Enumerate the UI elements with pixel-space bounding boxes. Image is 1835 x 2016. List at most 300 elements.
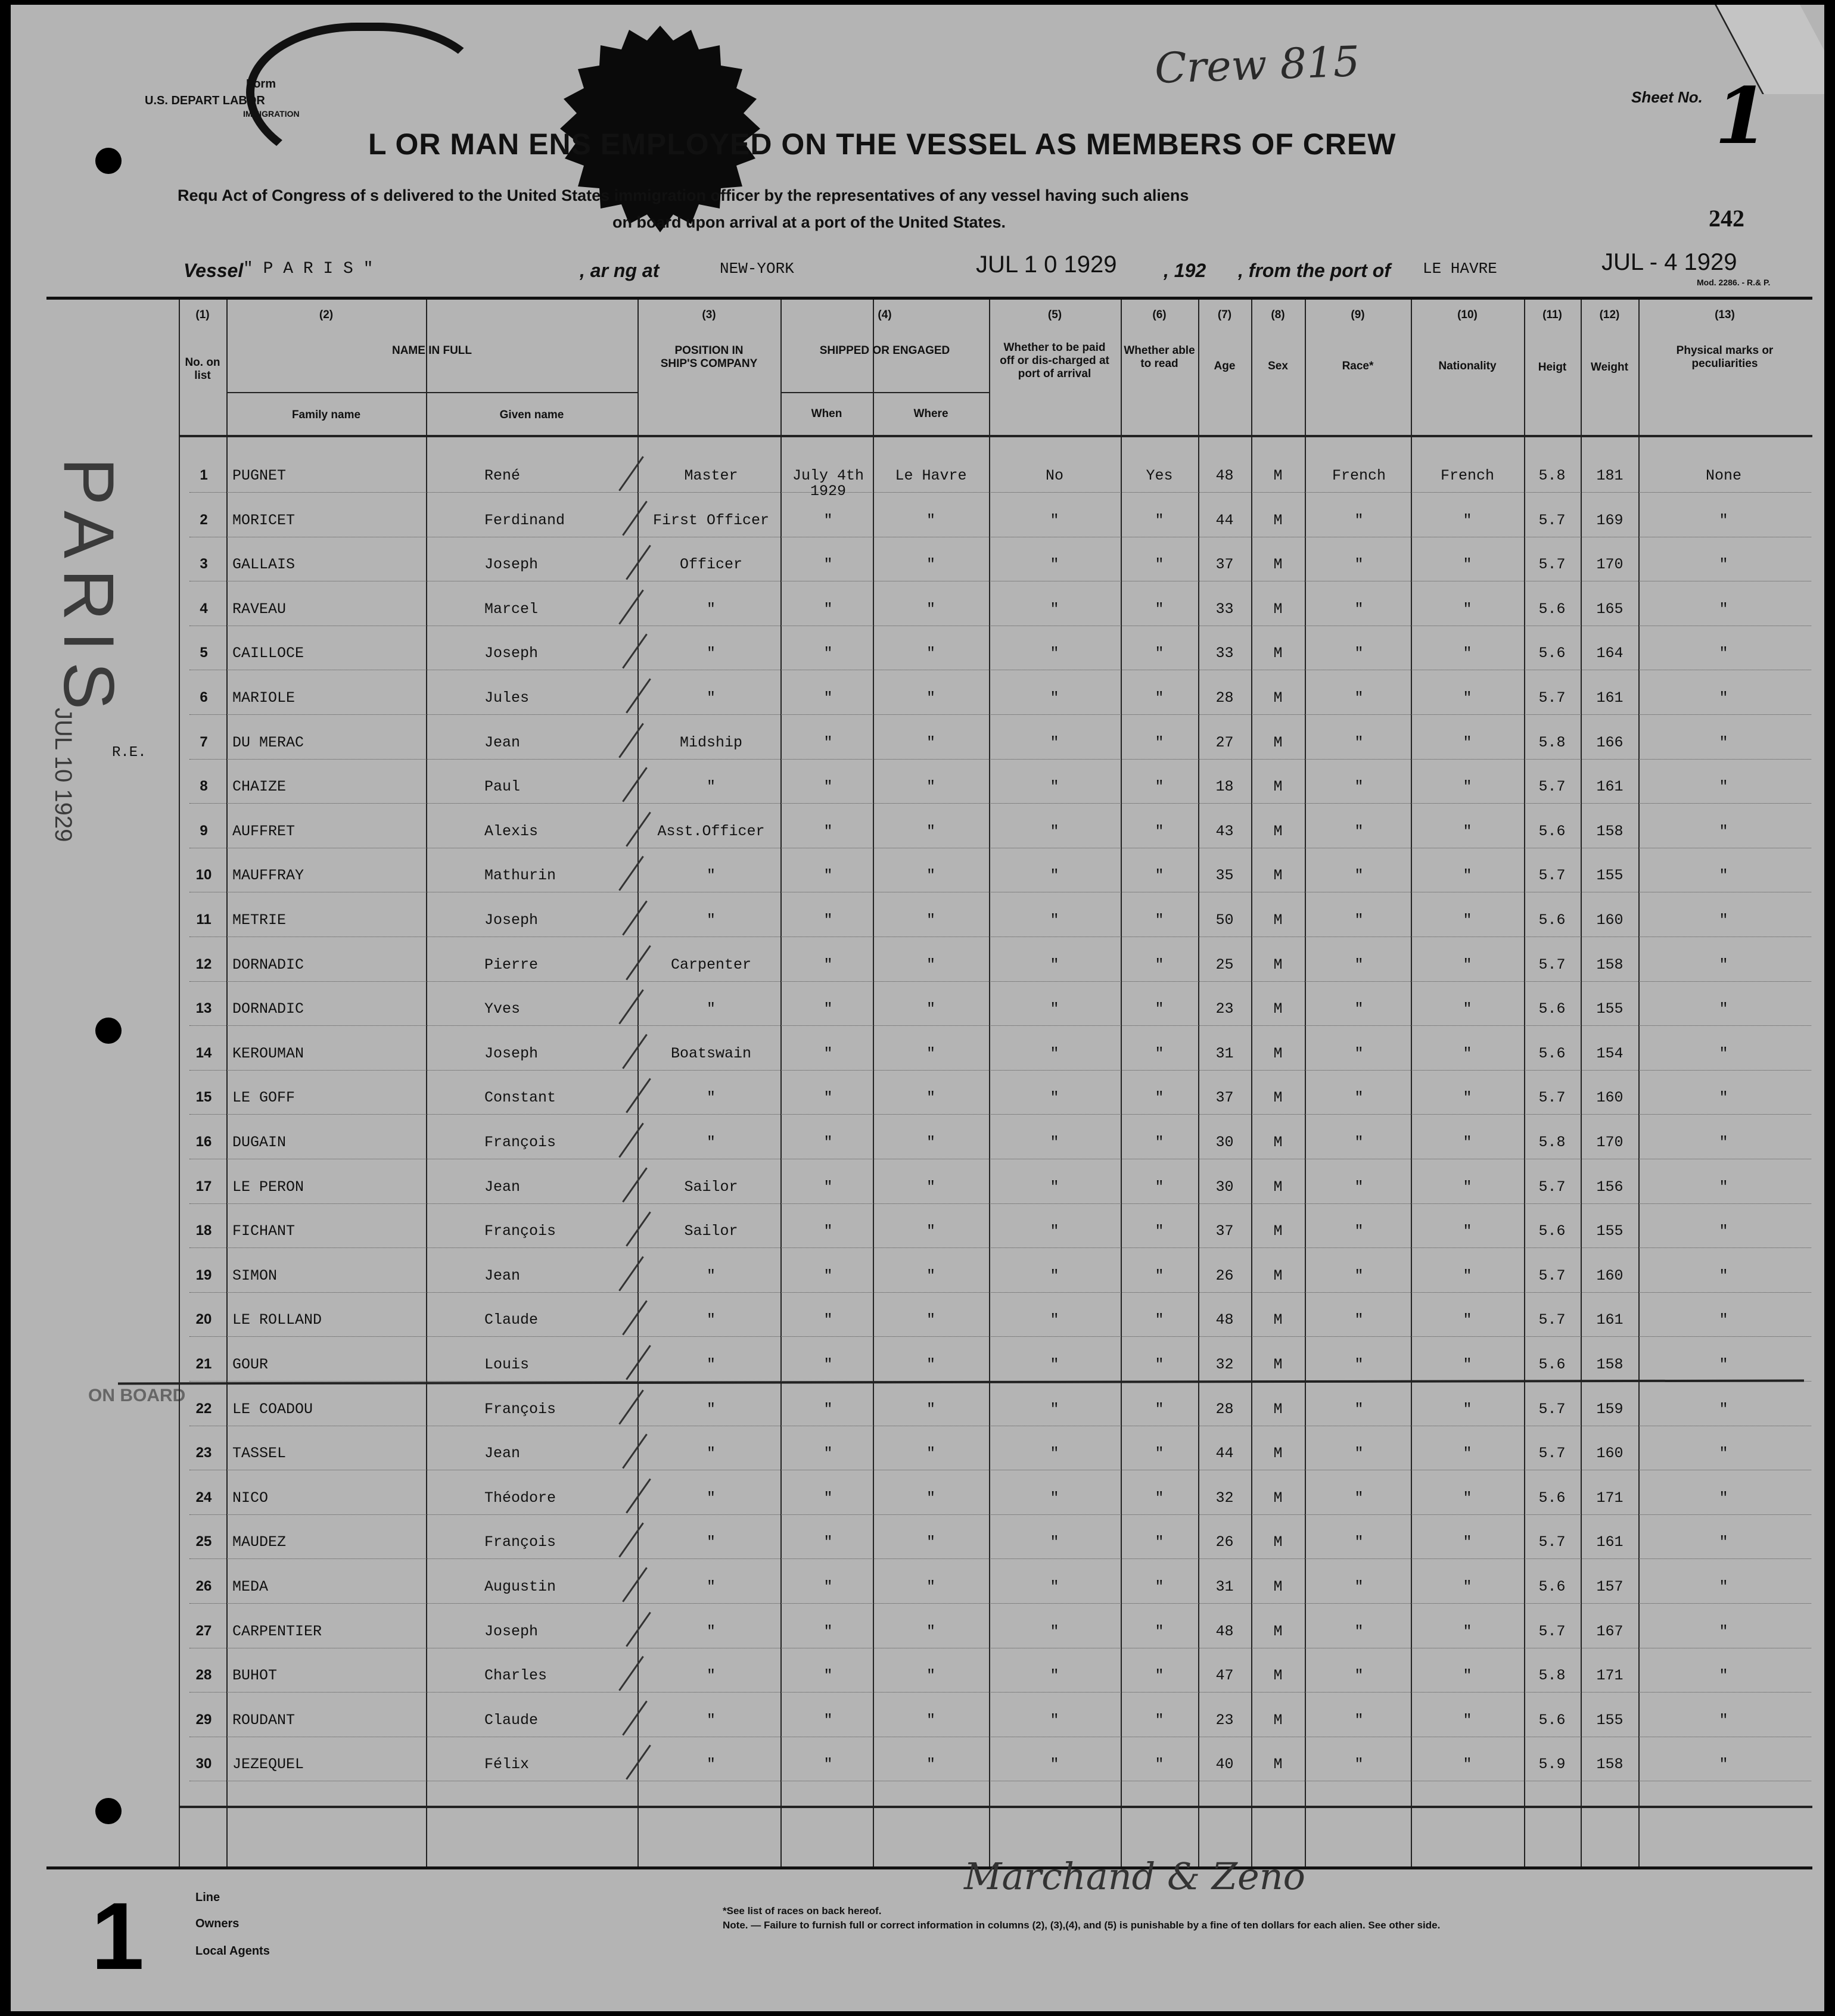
cell-race: ": [1354, 1356, 1364, 1373]
cell-shipped-where: ": [926, 600, 935, 618]
cell-position: ": [706, 1134, 716, 1151]
form-subtitle-line1: Requ Act of Congress of s delivered to the United States immigration officer by the representatives of any vessel having such aliens: [178, 186, 1189, 204]
cell-able-to-read: ": [1155, 600, 1164, 618]
cell-weight: 160: [1596, 1089, 1623, 1107]
cell-weight: 154: [1596, 1044, 1623, 1062]
cell-race: ": [1354, 867, 1364, 885]
cell-age: 23: [1215, 1711, 1234, 1729]
cell-paid-off: ": [1050, 1622, 1059, 1640]
cell-shipped-where: ": [926, 822, 935, 840]
cell-age: 27: [1215, 733, 1234, 751]
cell-position: ": [706, 778, 716, 796]
cell-physical-marks: ": [1719, 1044, 1728, 1062]
cell-physical-marks: ": [1719, 1445, 1728, 1463]
cell-sex: M: [1273, 1622, 1283, 1640]
cell-nationality: ": [1463, 822, 1472, 840]
cell-shipped-where: ": [926, 867, 935, 885]
cell-able-to-read: ": [1155, 1756, 1164, 1774]
cell-able-to-read: ": [1155, 1134, 1164, 1151]
cell-position: Midship: [679, 733, 743, 751]
cell-sex: M: [1273, 467, 1283, 484]
cell-position: Master: [684, 467, 738, 484]
col11-label: Heigt: [1538, 361, 1567, 374]
cell-position: ": [706, 1533, 716, 1551]
cell-shipped-when: ": [823, 556, 833, 574]
cell-nationality: ": [1463, 1667, 1472, 1685]
cell-able-to-read: ": [1155, 1445, 1164, 1463]
cell-given-name: Yves: [484, 1000, 521, 1018]
cell-given-name: François: [484, 1222, 556, 1240]
from-port-label: , from the port of: [1238, 260, 1391, 281]
cell-sex: M: [1273, 1267, 1283, 1284]
cell-age: 26: [1215, 1533, 1234, 1551]
cell-physical-marks: ": [1719, 1578, 1728, 1595]
cell-sex: M: [1273, 1711, 1283, 1729]
col3-num: (3): [702, 309, 716, 321]
cell-physical-marks: ": [1719, 600, 1728, 618]
cell-shipped-when: ": [823, 956, 833, 973]
cell-weight: 160: [1596, 911, 1623, 929]
cell-weight: 161: [1596, 1311, 1623, 1329]
cell-shipped-where: ": [926, 1711, 935, 1729]
cell-paid-off: ": [1050, 511, 1059, 529]
cell-position: Officer: [679, 556, 743, 574]
cell-sex: M: [1273, 1356, 1283, 1373]
department-label: U.S. DEPART LABOR: [145, 94, 265, 107]
cell-paid-off: ": [1050, 600, 1059, 618]
cell-height: 5.6: [1538, 645, 1566, 662]
cell-row-number: 26: [195, 1578, 212, 1594]
cell-paid-off: No: [1045, 467, 1063, 484]
cell-able-to-read: ": [1155, 511, 1164, 529]
cell-sex: M: [1273, 778, 1283, 796]
cell-weight: 158: [1596, 1356, 1623, 1373]
cell-height: 5.6: [1538, 1578, 1566, 1595]
cell-given-name: Alexis: [484, 822, 539, 840]
cell-shipped-where: ": [926, 1756, 935, 1774]
cell-physical-marks: ": [1719, 1756, 1728, 1774]
cell-height: 5.8: [1538, 733, 1566, 751]
row-rule: [189, 1070, 1811, 1071]
cell-nationality: ": [1463, 1311, 1472, 1329]
cell-position: ": [706, 1311, 716, 1329]
arrival-date-stamp: JUL 1 0 1929: [976, 251, 1117, 278]
cell-paid-off: ": [1050, 645, 1059, 662]
cell-position: ": [706, 1622, 716, 1640]
cell-nationality: ": [1463, 1089, 1472, 1107]
footer-sheet-number: 1: [91, 1883, 144, 1989]
cell-physical-marks: ": [1719, 956, 1728, 973]
cell-race: ": [1354, 1400, 1364, 1418]
cell-position: ": [706, 1400, 716, 1418]
year-label: , 192: [1164, 260, 1206, 281]
cell-family-name: METRIE: [232, 911, 287, 929]
cell-weight: 171: [1596, 1489, 1623, 1507]
cell-physical-marks: None: [1705, 467, 1741, 484]
cell-race: ": [1354, 778, 1364, 796]
col10-label: Nationality: [1438, 360, 1497, 372]
cell-physical-marks: ": [1719, 778, 1728, 796]
sheet-number: 1: [1715, 70, 1769, 161]
cell-row-number: 7: [200, 733, 208, 750]
cell-age: 37: [1215, 1222, 1234, 1240]
arrival-port: NEW-YORK: [720, 260, 794, 278]
cell-given-name: Charles: [484, 1667, 548, 1685]
crew-annotation: Crew 815: [1153, 37, 1361, 93]
cell-shipped-when: ": [823, 1222, 833, 1240]
col1-label: No. on list: [185, 356, 220, 382]
cell-nationality: ": [1463, 1756, 1472, 1774]
cell-family-name: NICO: [232, 1489, 269, 1507]
cell-given-name: Jean: [484, 1267, 521, 1284]
cell-sex: M: [1273, 689, 1283, 707]
cell-given-name: François: [484, 1533, 556, 1551]
agents-label: Local Agents: [195, 1945, 270, 1958]
col5-label: Whether to be paid off or dis-charged at port of arrival: [1000, 341, 1109, 380]
cell-race: ": [1354, 1134, 1364, 1151]
cell-weight: 165: [1596, 600, 1623, 618]
cell-nationality: ": [1463, 689, 1472, 707]
cell-age: 32: [1215, 1356, 1234, 1373]
cell-shipped-when: ": [823, 822, 833, 840]
cell-race: ": [1354, 511, 1364, 529]
cell-height: 5.7: [1538, 511, 1566, 529]
cell-family-name: RAVEAU: [232, 600, 287, 618]
cell-age: 50: [1215, 911, 1234, 929]
cell-shipped-where: ": [926, 511, 935, 529]
row-rule: [189, 1603, 1811, 1604]
cell-row-number: 2: [200, 511, 208, 528]
cell-paid-off: ": [1050, 956, 1059, 973]
cell-shipped-when: ": [823, 689, 833, 707]
cell-height: 5.7: [1538, 1311, 1566, 1329]
cell-paid-off: ": [1050, 1756, 1059, 1774]
col3-label: POSITION IN SHIP'S COMPANY: [660, 344, 758, 370]
cell-paid-off: ": [1050, 689, 1059, 707]
cell-weight: 159: [1596, 1400, 1623, 1418]
cell-height: 5.6: [1538, 911, 1566, 929]
cell-age: 37: [1215, 1089, 1234, 1107]
cell-shipped-where: ": [926, 1622, 935, 1640]
cell-physical-marks: ": [1719, 1222, 1728, 1240]
cell-shipped-when: ": [823, 1711, 833, 1729]
cell-sex: M: [1273, 1667, 1283, 1685]
cell-age: 28: [1215, 689, 1234, 707]
cell-family-name: GALLAIS: [232, 556, 296, 574]
penalty-note: Note. — Failure to furnish full or correct information in columns (2), (3),(4), and (5) is punishable by a fine of ten dollars for each alien. See other side.: [723, 1919, 1441, 1931]
cell-able-to-read: ": [1155, 1622, 1164, 1640]
cell-nationality: ": [1463, 867, 1472, 885]
cell-family-name: GOUR: [232, 1356, 269, 1373]
cell-family-name: MAUDEZ: [232, 1533, 287, 1551]
cell-shipped-where: ": [926, 1222, 935, 1240]
cell-nationality: ": [1463, 1267, 1472, 1284]
cell-shipped-when: ": [823, 1445, 833, 1463]
cell-nationality: ": [1463, 511, 1472, 529]
cell-position: ": [706, 645, 716, 662]
cell-row-number: 29: [195, 1711, 212, 1728]
cell-family-name: LE ROLLAND: [232, 1311, 322, 1329]
cell-given-name: Pierre: [484, 956, 539, 973]
cell-position: Asst.Officer: [657, 822, 765, 840]
cell-given-name: Jules: [484, 689, 530, 707]
cell-paid-off: ": [1050, 1000, 1059, 1018]
cell-able-to-read: ": [1155, 1044, 1164, 1062]
cell-able-to-read: ": [1155, 867, 1164, 885]
cell-age: 44: [1215, 1445, 1234, 1463]
col7-label: Age: [1214, 360, 1236, 372]
cell-race: ": [1354, 1000, 1364, 1018]
cell-row-number: 18: [195, 1222, 212, 1239]
cell-race: ": [1354, 1311, 1364, 1329]
cell-physical-marks: ": [1719, 733, 1728, 751]
col12-num: (12): [1599, 309, 1620, 321]
cell-given-name: Ferdinand: [484, 511, 565, 529]
cell-height: 5.7: [1538, 867, 1566, 885]
cell-row-number: 19: [195, 1267, 212, 1283]
cell-family-name: PUGNET: [232, 467, 287, 484]
cell-family-name: DU MERAC: [232, 733, 304, 751]
cell-shipped-when: ": [823, 1089, 833, 1107]
cell-family-name: JEZEQUEL: [232, 1756, 304, 1774]
cell-position: Boatswain: [670, 1044, 752, 1062]
cell-race: ": [1354, 1533, 1364, 1551]
cell-shipped-when: ": [823, 1667, 833, 1685]
cell-physical-marks: ": [1719, 911, 1728, 929]
col13-num: (13): [1715, 309, 1735, 321]
cell-nationality: ": [1463, 1445, 1472, 1463]
binder-hole-1: [95, 148, 122, 174]
cell-shipped-when: ": [823, 645, 833, 662]
cell-weight: 167: [1596, 1622, 1623, 1640]
cell-able-to-read: ": [1155, 822, 1164, 840]
cell-age: 28: [1215, 1400, 1234, 1418]
cell-weight: 157: [1596, 1578, 1623, 1595]
cell-shipped-when: ": [823, 1356, 833, 1373]
cell-nationality: ": [1463, 1000, 1472, 1018]
cell-race: ": [1354, 911, 1364, 929]
cell-shipped-when: ": [823, 778, 833, 796]
col5-num: (5): [1047, 309, 1062, 321]
cell-family-name: TASSEL: [232, 1445, 287, 1463]
cell-nationality: ": [1463, 911, 1472, 929]
cell-age: 43: [1215, 822, 1234, 840]
cell-given-name: René: [484, 467, 521, 484]
cell-row-number: 16: [195, 1134, 212, 1150]
cell-able-to-read: ": [1155, 1400, 1164, 1418]
form-title: L OR MAN ENS EMPLOYED ON THE VESSEL AS MEMBERS OF CREW: [368, 127, 1397, 161]
mod-note: Mod. 2286. - R.& P.: [1697, 278, 1771, 287]
vessel-name: " P A R I S ": [243, 260, 374, 278]
cell-paid-off: ": [1050, 1178, 1059, 1196]
cell-position: ": [706, 1267, 716, 1284]
cell-height: 5.8: [1538, 467, 1566, 484]
cell-sex: M: [1273, 911, 1283, 929]
cell-race: ": [1354, 1622, 1364, 1640]
cell-physical-marks: ": [1719, 1311, 1728, 1329]
cell-family-name: DORNADIC: [232, 956, 304, 973]
cell-position: ": [706, 1756, 716, 1774]
cell-row-number: 9: [200, 822, 208, 839]
cell-paid-off: ": [1050, 1667, 1059, 1685]
cell-family-name: MARIOLE: [232, 689, 296, 707]
cell-paid-off: ": [1050, 778, 1059, 796]
row-rule: [189, 1114, 1811, 1115]
row-rule: [189, 714, 1811, 715]
cell-race: ": [1354, 1756, 1364, 1774]
cell-height: 5.6: [1538, 1000, 1566, 1018]
cell-position: ": [706, 1445, 716, 1463]
cell-sex: M: [1273, 1400, 1283, 1418]
cell-physical-marks: ": [1719, 645, 1728, 662]
owners-label: Owners: [195, 1917, 240, 1930]
cell-shipped-where: ": [926, 733, 935, 751]
cell-shipped-where: ": [926, 956, 935, 973]
cell-row-number: 5: [200, 645, 208, 661]
cell-shipped-where: ": [926, 556, 935, 574]
cell-able-to-read: Yes: [1146, 467, 1173, 484]
cell-paid-off: ": [1050, 1311, 1059, 1329]
cell-race: ": [1354, 1489, 1364, 1507]
col9-num: (9): [1351, 309, 1365, 321]
cell-shipped-where: Le Havre: [895, 467, 967, 484]
cell-family-name: LE COADOU: [232, 1400, 313, 1418]
cell-age: 48: [1215, 1622, 1234, 1640]
cell-shipped-where: ": [926, 1533, 935, 1551]
cell-age: 25: [1215, 956, 1234, 973]
cell-weight: 160: [1596, 1445, 1623, 1463]
cell-row-number: 25: [195, 1533, 212, 1550]
cell-shipped-where: ": [926, 689, 935, 707]
cell-family-name: LE GOFF: [232, 1089, 296, 1107]
cell-weight: 156: [1596, 1178, 1623, 1196]
margin-vessel-stamp: PARIS: [49, 458, 129, 721]
cell-sex: M: [1273, 1089, 1283, 1107]
row-rule: [189, 803, 1811, 804]
cell-weight: 155: [1596, 1222, 1623, 1240]
cell-shipped-where: ": [926, 778, 935, 796]
cell-age: 33: [1215, 645, 1234, 662]
cell-shipped-where: ": [926, 1134, 935, 1151]
cell-height: 5.7: [1538, 1267, 1566, 1284]
cell-age: 44: [1215, 511, 1234, 529]
cell-given-name: Joseph: [484, 1622, 539, 1640]
cell-able-to-read: ": [1155, 1533, 1164, 1551]
cell-height: 5.7: [1538, 956, 1566, 973]
cell-given-name: Jean: [484, 1445, 521, 1463]
cell-physical-marks: ": [1719, 1667, 1728, 1685]
cell-shipped-where: ": [926, 1311, 935, 1329]
col2-family-label: Family name: [291, 409, 361, 421]
cell-shipped-when: ": [823, 911, 833, 929]
cell-height: 5.7: [1538, 778, 1566, 796]
cell-physical-marks: ": [1719, 556, 1728, 574]
cell-position: ": [706, 911, 716, 929]
cell-height: 5.6: [1538, 1222, 1566, 1240]
cell-age: 33: [1215, 600, 1234, 618]
cell-paid-off: ": [1050, 1578, 1059, 1595]
cell-family-name: DORNADIC: [232, 1000, 304, 1018]
cell-given-name: Marcel: [484, 600, 539, 618]
cell-race: French: [1332, 467, 1386, 484]
cell-race: ": [1354, 1222, 1364, 1240]
cell-nationality: ": [1463, 556, 1472, 574]
cell-position: ": [706, 1711, 716, 1729]
cell-nationality: ": [1463, 1134, 1472, 1151]
cell-family-name: LE PERON: [232, 1178, 304, 1196]
cell-race: ": [1354, 1578, 1364, 1595]
cell-weight: 158: [1596, 1756, 1623, 1774]
row-rule: [189, 492, 1811, 493]
cell-row-number: 10: [195, 867, 212, 883]
cell-race: ": [1354, 822, 1364, 840]
cell-paid-off: ": [1050, 911, 1059, 929]
cell-height: 5.8: [1538, 1667, 1566, 1685]
sheet-label: Sheet No.: [1631, 88, 1703, 106]
cell-family-name: KEROUMAN: [232, 1044, 304, 1062]
cell-height: 5.6: [1538, 1711, 1566, 1729]
cell-given-name: Jean: [484, 733, 521, 751]
cell-able-to-read: ": [1155, 1222, 1164, 1240]
cell-age: 26: [1215, 1267, 1234, 1284]
cell-given-name: Jean: [484, 1178, 521, 1196]
cell-shipped-when: ": [823, 1311, 833, 1329]
cell-nationality: ": [1463, 1711, 1472, 1729]
cell-weight: 160: [1596, 1267, 1623, 1284]
cell-paid-off: ": [1050, 1222, 1059, 1240]
cell-race: ": [1354, 556, 1364, 574]
cell-family-name: MORICET: [232, 511, 296, 529]
vessel-label: Vessel: [184, 260, 244, 281]
cell-age: 32: [1215, 1489, 1234, 1507]
cell-family-name: DUGAIN: [232, 1134, 287, 1151]
cell-race: ": [1354, 1089, 1364, 1107]
cell-given-name: Théodore: [484, 1489, 556, 1507]
col2-given-label: Given name: [499, 409, 564, 421]
row-rule: [189, 1203, 1811, 1204]
cell-age: 40: [1215, 1756, 1234, 1774]
cell-shipped-where: ": [926, 1400, 935, 1418]
cell-nationality: ": [1463, 1178, 1472, 1196]
cell-paid-off: ": [1050, 556, 1059, 574]
cell-race: ": [1354, 1667, 1364, 1685]
cell-physical-marks: ": [1719, 511, 1728, 529]
cell-given-name: Louis: [484, 1356, 530, 1373]
cell-family-name: ROUDANT: [232, 1711, 296, 1729]
cell-physical-marks: ": [1719, 1178, 1728, 1196]
cell-given-name: Joseph: [484, 911, 539, 929]
cell-sex: M: [1273, 1222, 1283, 1240]
manifest-sheet: [11, 5, 1824, 2011]
cell-row-number: 22: [195, 1400, 212, 1417]
cell-race: ": [1354, 956, 1364, 973]
margin-on-board-note: ON BOARD: [88, 1386, 186, 1405]
cell-weight: 155: [1596, 867, 1623, 885]
line-label: Line: [195, 1891, 220, 1904]
cell-sex: M: [1273, 511, 1283, 529]
cell-sex: M: [1273, 1311, 1283, 1329]
cell-shipped-when: ": [823, 1622, 833, 1640]
cell-row-number: 12: [195, 956, 212, 972]
cell-row-number: 1: [200, 467, 208, 483]
cell-row-number: 17: [195, 1178, 212, 1194]
cell-sex: M: [1273, 1578, 1283, 1595]
cell-weight: 181: [1596, 467, 1623, 484]
cell-row-number: 3: [200, 556, 208, 573]
cell-paid-off: ": [1050, 867, 1059, 885]
cell-able-to-read: ": [1155, 645, 1164, 662]
cell-shipped-when: ": [823, 1400, 833, 1418]
